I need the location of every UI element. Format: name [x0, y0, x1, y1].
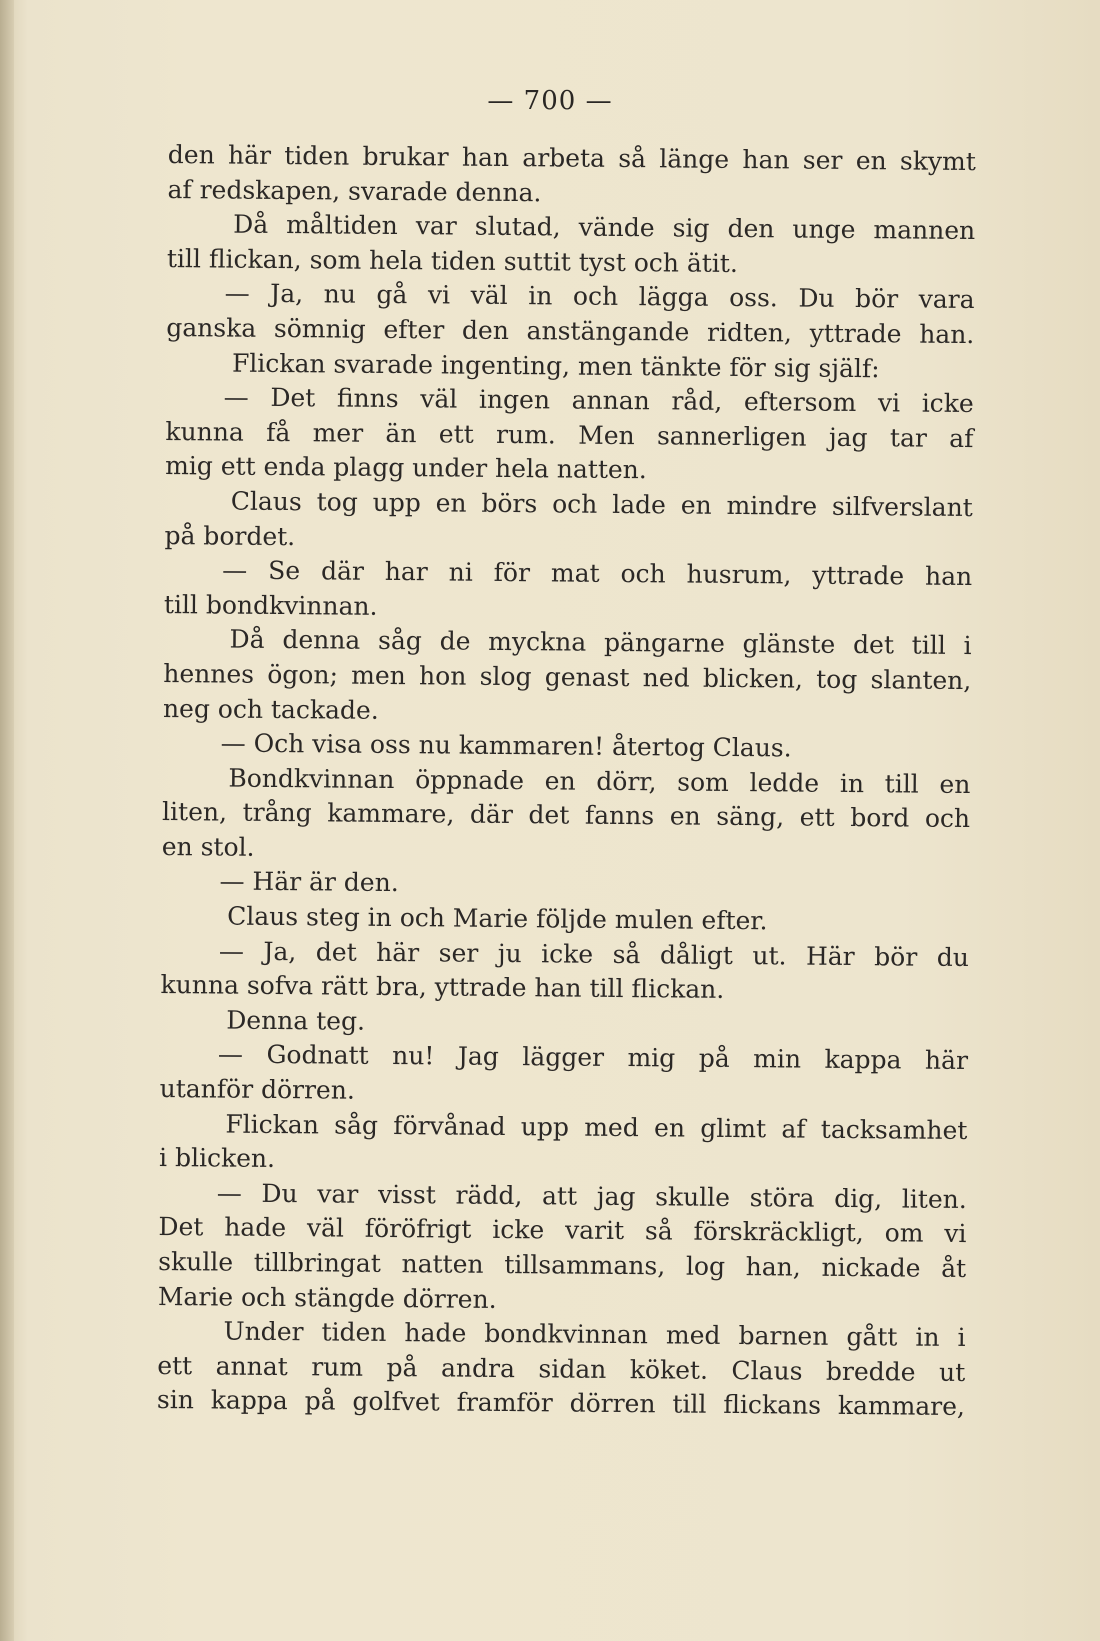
text-line: — Här är den. — [219, 866, 399, 898]
text-line: ganska sömnig efter den anstängande ridten, yttrade han. — [166, 312, 975, 350]
text-line: utanför dörren. — [159, 1073, 355, 1105]
text-line: kunna sofva rätt bra, yttrade han till flickan. — [160, 970, 725, 1005]
text-line: — Ja, det här ser ju icke så dåligt ut. Här bör du — [218, 936, 970, 972]
text-line: af redskapen, svarade denna. — [167, 174, 542, 207]
text-line: Flickan såg förvånad upp med en glimt af tacksamhet — [225, 1109, 968, 1145]
page-binding-edge — [0, 0, 14, 1641]
text-line: Då denna såg de myckna pängarne glänste det till i — [229, 624, 972, 661]
text-line: — Ja, nu gå vi väl in och lägga oss. Du bör vara — [224, 278, 975, 315]
text-line: till bondkvinnan. — [163, 589, 378, 621]
page-number: — 700 — — [487, 86, 613, 116]
text-line: Då måltiden var slutad, vände sig den unge mannen — [233, 209, 976, 246]
text-line: skulle tillbringat natten tillsammans, log han, nickade åt — [158, 1246, 967, 1284]
text-line: i blicken. — [158, 1143, 276, 1174]
text-line: — Se där har ni för mat och husrum, yttrade han — [222, 555, 973, 592]
text-line: sin kappa på golfvet framför dörren till flickans kammare, — [156, 1385, 966, 1422]
text-line: kunna få mer än ett rum. Men sannerligen jag tar af — [165, 416, 974, 453]
text-line: ett annat rum på andra sidan köket. Claus bredde ut — [157, 1350, 966, 1387]
text-line: Under tiden hade bondkvinnan med barnen gått in i — [223, 1316, 966, 1353]
text-line: Det hade väl föröfrigt icke varit så förskräckligt, om vi — [158, 1212, 967, 1249]
text-line: på bordet. — [164, 520, 296, 551]
text-line: — Och visa oss nu kammaren! återtog Claus. — [220, 728, 792, 763]
text-line: till flickan, som hela tiden suttit tyst och ätit. — [166, 243, 738, 278]
text-line: Claus steg in och Marie följde mulen efter. — [227, 901, 768, 936]
text-line: liten, trång kammare, där det fanns en säng, ett bord och — [161, 797, 971, 834]
text-line: den här tiden brukar han arbeta så länge han ser en skymt — [167, 139, 976, 177]
text-line: Bondkvinnan öppnade en dörr, som ledde in till en — [228, 763, 971, 799]
text-line: Denna teg. — [226, 1005, 366, 1036]
text-line: — Det finns väl ingen annan råd, eftersom vi icke — [223, 382, 974, 419]
text-line: neg och tackade. — [162, 693, 379, 725]
text-line: hennes ögon; men hon slog genast ned blicken, tog slanten, — [163, 658, 972, 695]
body-text — [157, 138, 976, 1425]
text-line: mig ett enda plagg under hela natten. — [165, 451, 647, 485]
text-line: Marie och stängde dörren. — [157, 1281, 497, 1314]
text-line: en stol. — [161, 831, 255, 862]
text-line: — Godnatt nu! Jag lägger mig på min kappa här — [217, 1039, 969, 1076]
text-line: Flickan svarade ingenting, men tänkte för sig själf: — [231, 348, 880, 383]
text-line: Claus tog upp en börs och lade en mindre silfverslant — [230, 486, 973, 522]
text-line: — Du var visst rädd, att jag skulle störa dig, liten. — [216, 1178, 967, 1214]
